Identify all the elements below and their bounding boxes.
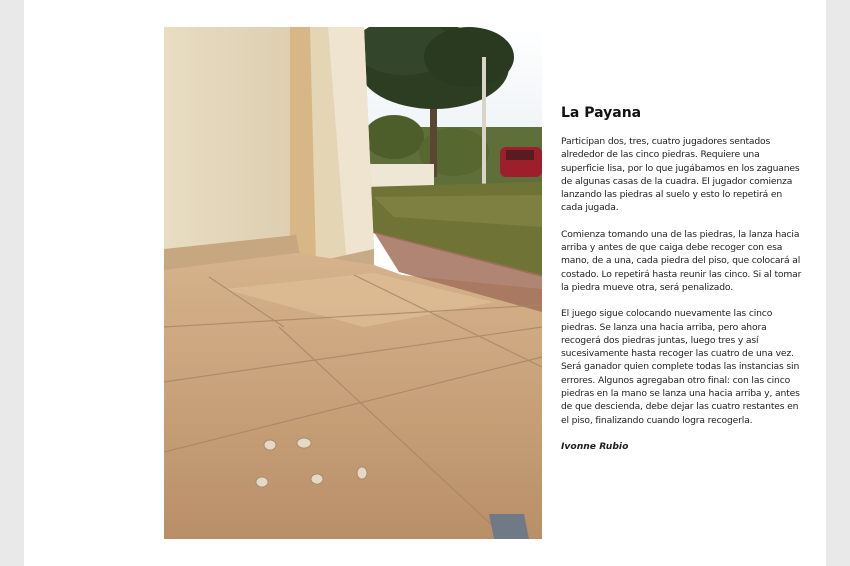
- stone: [311, 474, 323, 484]
- porch-floor-stones-photo: [164, 27, 542, 539]
- paragraph: Participan dos, tres, cuatro jugadores sentados alrededor de las cinco piedras. Requiere una superficie lisa, por lo que jugábamos en los zaguanes de algunas casas de la cuadra. El jugador comienza lanzando las piedras al suelo y esto lo repetirá en cada jugada.: [561, 136, 800, 214]
- stone: [256, 477, 268, 487]
- stone: [357, 467, 367, 479]
- left-wall: [164, 27, 299, 252]
- decorative-tile: [489, 514, 529, 539]
- paragraph: Comienza tomando una de las piedras, la lanza hacia arriba y antes de que caiga debe recoger con esa mano, de a una, cada piedra del piso, que colocará al costado. Lo repetirá hasta reunir las cinco. Si al tomar la piedra mueve otra, será penalizado.: [561, 228, 802, 293]
- author-signature: Ivonne Rubio: [561, 440, 629, 452]
- article-title: La Payana: [561, 105, 642, 121]
- article: [561, 104, 803, 453]
- stone: [297, 438, 311, 448]
- stone: [264, 440, 276, 450]
- page: [24, 0, 826, 566]
- low-wall: [364, 164, 434, 189]
- paragraph: El juego sigue colocando nuevamente las cinco piedras. Se lanza una hacia arriba, pero ahora recogerá dos piedras juntas, luego tres y así sucesivamente hasta recoger las cuatro de una vez. Será ganador quien complete todas las instancias sin errores. Algunos agregaban otro final: con las cinco piedras en la mano se lanza una hacia arriba y, antes de que descienda, debe dejar las cuatro restantes en el piso, finalizando cuando logra recogerla.: [561, 308, 800, 426]
